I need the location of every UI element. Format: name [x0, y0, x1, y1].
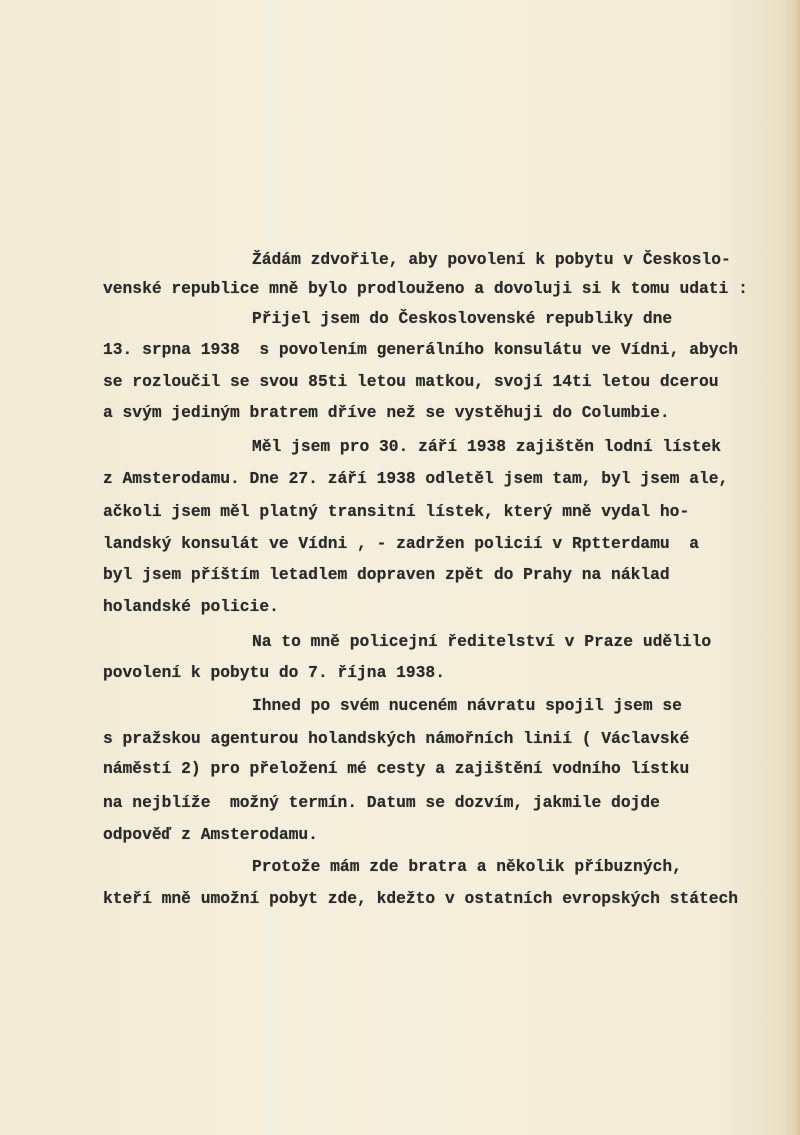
text-line: odpověď z Amsterodamu. [103, 825, 318, 844]
text-line: landský konsulát ve Vídni , - zadržen policií v Rptterdamu a [103, 534, 699, 553]
text-line: Měl jsem pro 30. září 1938 zajištěn lodní lístek [252, 437, 721, 456]
text-line: z Amsterodamu. Dne 27. září 1938 odletěl jsem tam, byl jsem ale, [103, 469, 729, 488]
text-line: Přijel jsem do Československé republiky dne [252, 309, 673, 328]
text-line: Na to mně policejní ředitelství v Praze udělilo [252, 632, 712, 651]
text-line: 13. srpna 1938 s povolením generálního konsulátu ve Vídni, abych [103, 340, 739, 359]
text-line: s pražskou agenturou holandských námořních linií ( Václavské [103, 729, 690, 748]
text-line: Ihned po svém nuceném návratu spojil jsem se [252, 696, 682, 715]
text-line: venské republice mně bylo prodlouženo a dovoluji si k tomu udati : [103, 279, 748, 298]
paper-edge [786, 0, 800, 1135]
text-line: holandské policie. [103, 597, 279, 616]
text-line: byl jsem příštím letadlem dopraven zpět do Prahy na náklad [103, 565, 670, 584]
text-line: ačkoli jsem měl platný transitní lístek, který mně vydal ho- [103, 502, 690, 521]
text-line: a svým jediným bratrem dříve než se vystěhuji do Columbie. [103, 403, 670, 422]
text-line: Žádám zdvořile, aby povolení k pobytu v Českoslo- [252, 250, 731, 269]
text-line: kteří mně umožní pobyt zde, kdežto v ostatních evropských státech [103, 889, 739, 908]
text-line: povolení k pobytu do 7. října 1938. [103, 663, 445, 682]
text-line: se rozloučil se svou 85ti letou matkou, svojí 14ti letou dcerou [103, 372, 719, 391]
text-line: Protože mám zde bratra a několik příbuzných, [252, 857, 682, 876]
text-line: na nejblíže možný termín. Datum se dozvím, jakmile dojde [103, 793, 660, 812]
text-line: náměstí 2) pro přeložení mé cesty a zajištění vodního lístku [103, 759, 690, 778]
